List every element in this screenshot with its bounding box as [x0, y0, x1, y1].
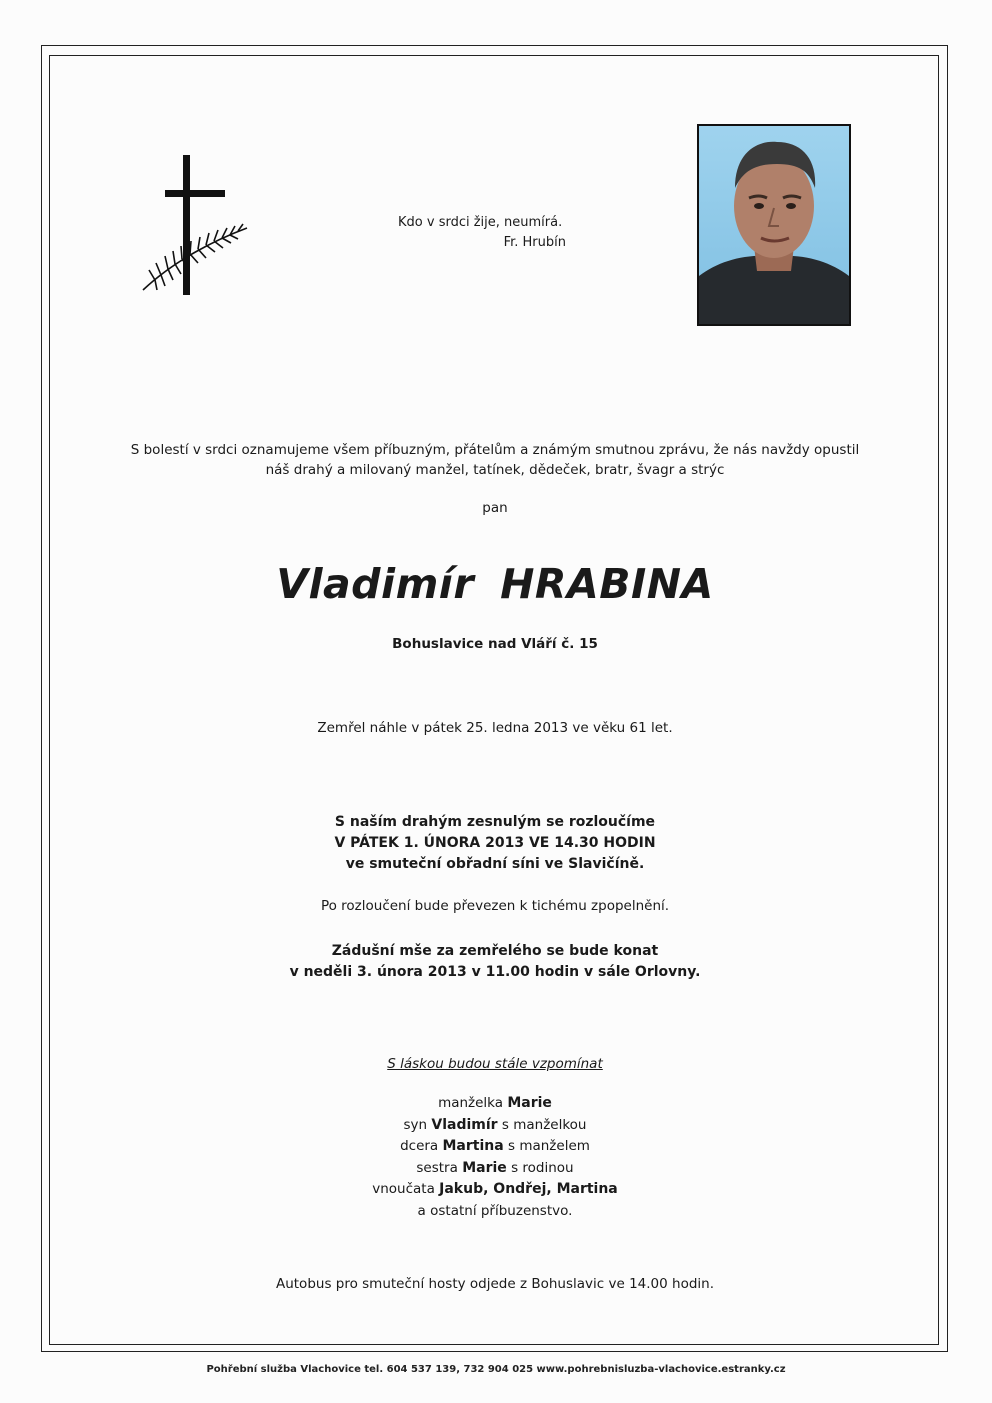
- motto-quote: [380, 213, 580, 253]
- first-name: Vladimír: [276, 560, 475, 608]
- funeral-service-footer: Pohřební služba Vlachovice tel. 604 537 139, 732 904 025 www.pohrebnisluzba-vlachovice.estranky.cz: [206, 1364, 786, 1375]
- motto-text: Kdo v srdci žije, neumírá.: [398, 215, 563, 230]
- motto-author: Fr. Hrubín: [503, 235, 566, 250]
- family-row: vnoučata Jakub, Ondřej, Martina: [372, 1181, 618, 1197]
- family-row: manželka Marie: [438, 1095, 552, 1111]
- intro-text: [60, 440, 930, 480]
- cremation-note: Po rozloučení bude převezen k tichému zpopelnění.: [320, 898, 670, 914]
- deceased-name: [60, 560, 930, 608]
- bus-note: Autobus pro smuteční hosty odjede z Bohuslavic ve 14.00 hodin.: [275, 1276, 715, 1292]
- family-row: syn Vladimír s manželkou: [403, 1116, 587, 1133]
- intro-line-1: S bolestí v srdci oznamujeme všem příbuzným, přátelům a známým smutnou zprávu, že nás navždy opustil: [130, 442, 860, 458]
- cross-with-palm-icon: [135, 150, 255, 300]
- farewell-line-1: S naším drahým zesnulým se rozloučíme: [334, 814, 656, 830]
- mass-line-1: Zádušní mše za zemřelého se bude konat: [331, 943, 659, 959]
- last-name: HRABINA: [500, 560, 714, 608]
- mass-info: [60, 941, 930, 983]
- remember-title: S láskou budou stále vzpomínat: [387, 1056, 603, 1072]
- family-list: [60, 1093, 930, 1222]
- farewell-info: [60, 812, 930, 875]
- farewell-line-3: ve smuteční obřadní síni ve Slavičíně.: [345, 856, 645, 872]
- mass-line-2: v neděli 3. února 2013 v 11.00 hodin v sále Orlovny.: [289, 964, 701, 980]
- family-row: a ostatní příbuzenstvo.: [417, 1202, 573, 1219]
- deceased-address: Bohuslavice nad Vláří č. 15: [392, 636, 598, 652]
- death-notice: Zemřel náhle v pátek 25. ledna 2013 ve věku 61 let.: [317, 720, 673, 736]
- salutation: pan: [482, 500, 508, 516]
- portrait-photo: [697, 124, 851, 326]
- portrait-image: [699, 126, 849, 324]
- intro-line-2: náš drahý a milovaný manžel, tatínek, dědeček, bratr, švagr a strýc: [265, 462, 725, 478]
- farewell-line-2: V PÁTEK 1. ÚNORA 2013 VE 14.30 HODIN: [334, 835, 656, 851]
- family-row: dcera Martina s manželem: [400, 1138, 590, 1154]
- family-row: sestra Marie s rodinou: [416, 1159, 574, 1176]
